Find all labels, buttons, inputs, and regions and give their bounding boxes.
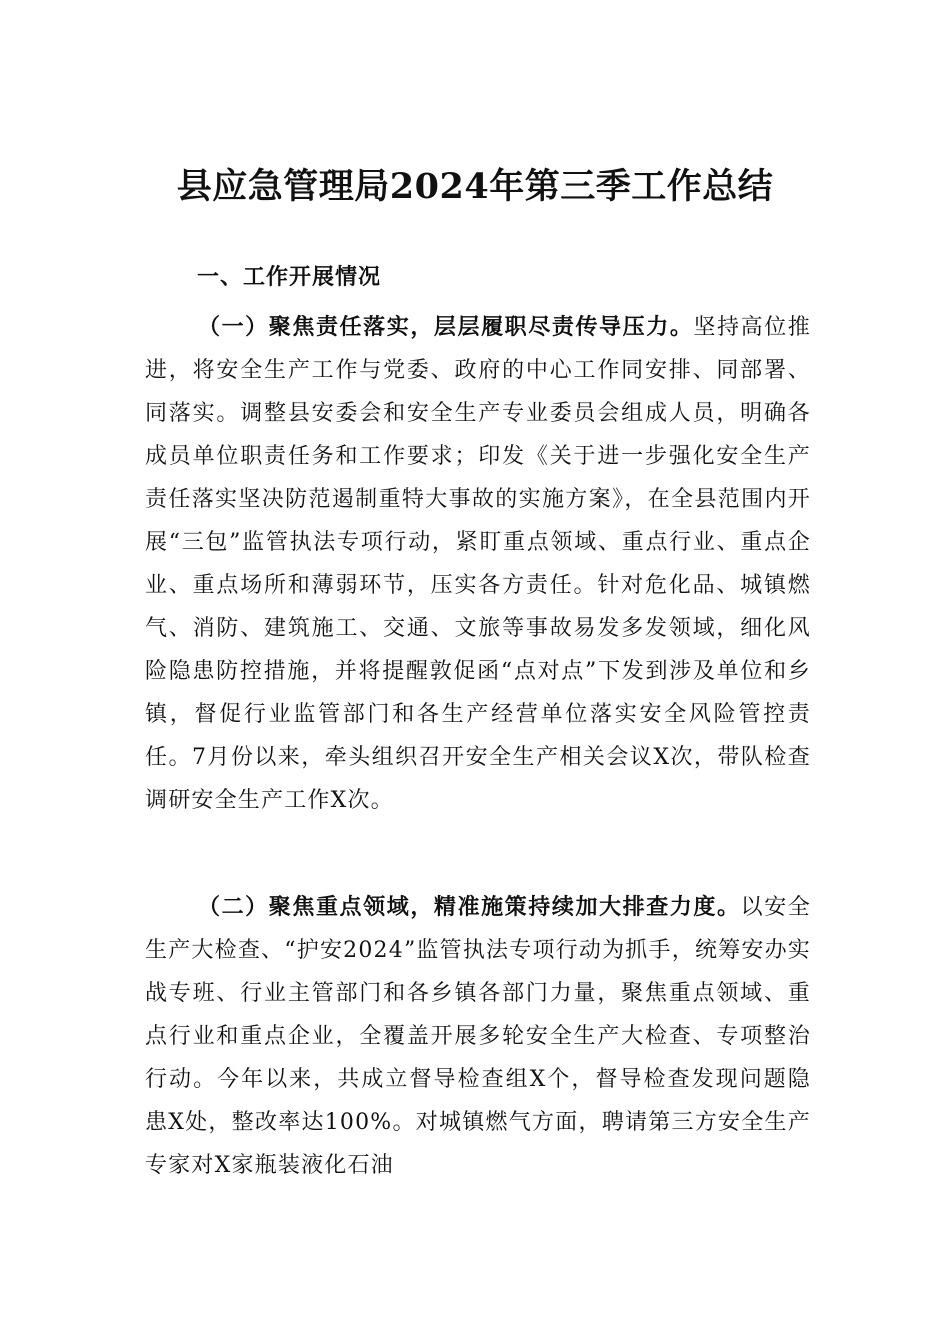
section-heading-work-progress: 一、工作开展情况 [197, 265, 382, 290]
document-title: 县应急管理局2024年第三季工作总结 [176, 166, 774, 207]
paragraph-responsibility [145, 306, 811, 822]
paragraph-key-areas [145, 886, 811, 1187]
paragraph-lead: （一）聚焦责任落实，层层履职尽责传导压力。 [198, 314, 694, 340]
paragraph-lead: （二）聚焦重点领域，精准施策持续加大排查力度。 [198, 894, 741, 920]
paragraph-body: 以安全生产大检查、“护安2024”监管执法专项行动为抓手，统筹安办实战专班、行业主管部门和各乡镇各部门力量，聚焦重点领域、重点行业和重点企业，全覆盖开展多轮安全生产大检查、专项整治行动。今年以来，共成立督导检查组X个，督导检查发现问题隐患X处，整改率达100%。对城镇燃气方面，聘请第三方安全生产专家对X家瓶装液化石油 [145, 895, 811, 1178]
paragraph-body: 坚持高位推进，将安全生产工作与党委、政府的中心工作同安排、同部署、同落实。调整县安委会和安全生产专业委员会组成人员，明确各成员单位职责任务和工作要求；印发《关于进一步强化安全生产责任落实坚决防范遏制重特大事故的实施方案》，在全县范围内开展“三包”监管执法专项行动，紧盯重点领域、重点行业、重点企业、重点场所和薄弱环节，压实各方责任。针对危化品、城镇燃气、消防、建筑施工、交通、文旅等事故易发多发领域，细化风险隐患防控措施，并将提醒敦促函“点对点”下发到涉及单位和乡镇，督促行业监管部门和各生产经营单位落实安全风险管控责任。7月份以来，牵头组织召开安全生产相关会议X次，带队检查调研安全生产工作X次。 [145, 315, 811, 813]
